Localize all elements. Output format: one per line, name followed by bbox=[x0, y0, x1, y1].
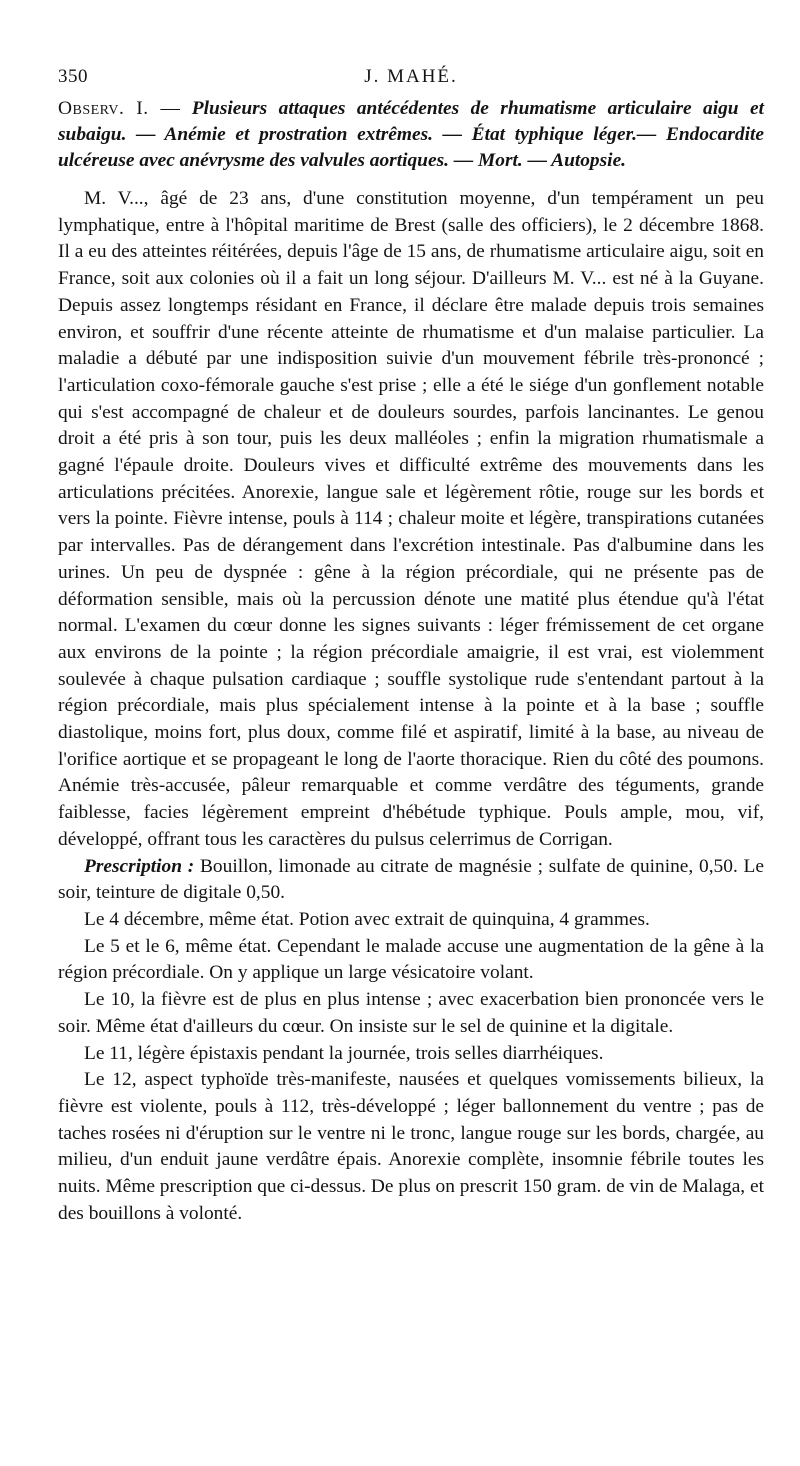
observation-title: Plusieurs attaques antécédentes de rhumatisme articulaire aigu et subaigu. — Anémie et prostration extrêmes. — État typhique léger.— Endocardite ulcéreuse avec anévrysme des valvules aortiques. — Mort. — Autopsie. bbox=[58, 98, 764, 171]
prescription-label: Prescription : bbox=[84, 855, 195, 877]
observation-heading bbox=[58, 96, 764, 174]
paragraph-dec-5-6: Le 5 et le 6, même état. Cependant le malade accuse une augmentation de la gêne à la région précordiale. On y applique un large vésicatoire volant. bbox=[58, 935, 764, 984]
paragraph-case-history: M. V..., âgé de 23 ans, d'une constitution moyenne, d'un tempérament un peu lymphatique, entre à l'hôpital maritime de Brest (salle des officiers), le 2 décembre 1868. Il a eu des atteintes réitérées, depuis l'âge de 15 ans, de rhumatisme articulaire aigu, soit en France, soit aux colonies où il a fait un long séjour. D'ailleurs M. V... est né à la Guyane. Depuis assez longtemps résidant en France, il déclare être malade depuis trois semaines environ, et souffrir d'une récente atteinte de rhumatisme et d'un malaise particulier. La maladie a débuté par une indisposition suivie d'un mouvement fébrile très-prononcé ; l'articulation coxo-fémorale gauche s'est prise ; elle a été le siége d'un gonflement notable qui s'est accompagné de chaleur et de douleurs sourdes, parfois lancinantes. Le genou droit a été pris à son tour, puis les deux malléoles ; enfin la migration rhumatismale a gagné l'épaule droite. Douleurs vives et difficulté extrême des mouvements dans les articulations précitées. Anorexie, langue sale et légèrement rôtie, rouge sur les bords et vers la pointe. Fièvre intense, pouls à 114 ; chaleur moite et légère, transpirations cutanées par intervalles. Pas de dérangement dans l'excrétion intestinale. Pas d'albumine dans les urines. Un peu de dyspnée : gêne à la région précordiale, qui ne présente pas de déformation sensible, mais où la percussion dénote une matité plus étendue qu'à l'état normal. L'examen du cœur donne les signes suivants : léger frémissement de cet organe aux environs de la pointe ; la région précordiale amaigrie, il est vrai, est violemment soulevée à chaque pulsation cardiaque ; souffle systolique rude s'entendant partout à la région précordiale, mais plus spécialement intense à la pointe et à la base ; souffle diastolique, moins fort, plus doux, comme filé et aspiratif, limité à la base, au niveau de l'orifice aortique et se propageant le long de l'aorte thoracique. Rien du côté des poumons. Anémie très-accusée, pâleur remarquable et comme verdâtre des téguments, grande faiblesse, facies légèrement empreint d'hébétude typhique. Pouls ample, mou, vif, développé, offrant tous les caractères du pulsus celerrimus de Corrigan. bbox=[58, 188, 764, 850]
paragraph-dec-12: Le 12, aspect typhoïde très-manifeste, nausées et quelques vomissements bilieux, la fièvre est violente, pouls à 112, très-développé ; léger ballonnement du ventre ; pas de taches rosées ni d'éruption sur le ventre ni le tronc, langue rouge sur les bords, chargée, au milieu, d'un enduit jaune verdâtre épais. Anorexie complète, insomnie fébrile toutes les nuits. Même prescription que ci-dessus. De plus on prescrit 150 gram. de vin de Malaga, et des bouillons à volonté. bbox=[58, 1069, 764, 1224]
running-header bbox=[58, 60, 764, 90]
observation-label: Observ. I. — bbox=[58, 98, 181, 119]
paragraph-dec-4: Le 4 décembre, même état. Potion avec extrait de quinquina, 4 grammes. bbox=[84, 908, 650, 930]
page-number: 350 bbox=[58, 66, 88, 87]
prescription-text: Bouillon, limonade au citrate de magnésie ; sulfate de quinine, 0,50. Le soir, teinture de digitale 0,50. bbox=[58, 855, 764, 904]
paragraph-dec-10: Le 10, la fièvre est de plus en plus intense ; avec exacerbation bien prononcée vers le soir. Même état d'ailleurs du cœur. On insiste sur le sel de quinine et la digitale. bbox=[58, 989, 764, 1037]
paragraph-dec-11: Le 11, légère épistaxis pendant la journée, trois selles diarrhéiques. bbox=[84, 1042, 604, 1064]
running-title-author: J. MAHÉ. bbox=[364, 66, 458, 87]
paragraph-prescription bbox=[58, 854, 764, 907]
